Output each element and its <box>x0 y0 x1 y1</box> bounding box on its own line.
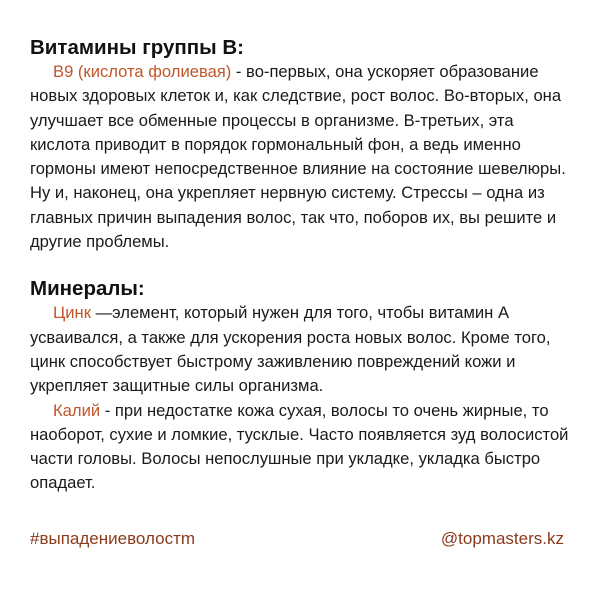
instagram-handle: @topmasters.kz <box>440 529 564 548</box>
vitamins-paragraph <box>30 60 577 254</box>
minerals-heading: Минералы: <box>30 277 145 301</box>
zinc-text: —элемент, который нужен для того, чтобы витамин А усваивался, а также для ускорения роста новых волос. Кроме того, цинк способствует быстрому заживлению повреждений кожи и укрепляет защитные силы организма. <box>30 303 551 396</box>
potassium-term: Калий <box>53 400 101 420</box>
vitamin-b9-text: - во-первых, она ускоряет образование новых здоровых клеток и, как следствие, рост волос. Во-вторых, она улучшает все обменные процессы в организме. В-третьих, эта кислота приводит в порядок гормональный фон, а ведь именно гормоны имеют непосредственное влияние на состояние шевелюры. Ну и, наконец, она укрепляет нервную систему. Стрессы – одна из главных причин выпадения волос, так что, поборов их, вы решите и другие проблемы. <box>30 62 566 252</box>
potassium-paragraph <box>30 399 577 496</box>
zinc-term: Цинк <box>53 303 91 323</box>
hashtag: #выпадениеволостm <box>30 529 196 548</box>
vitamin-b9-term: В9 (кислота фолиевая) <box>53 62 232 81</box>
footer <box>30 528 564 550</box>
potassium-text: - при недостатке кожа сухая, волосы то очень жирные, то наоборот, сухие и ломкие, тусклые. Часто появляется зуд волосистой части головы. Волосы непослушные при укладке, укладка быстро опадает. <box>30 400 569 493</box>
zinc-paragraph <box>30 301 577 398</box>
vitamins-heading: Витамины группы В: <box>30 36 244 59</box>
